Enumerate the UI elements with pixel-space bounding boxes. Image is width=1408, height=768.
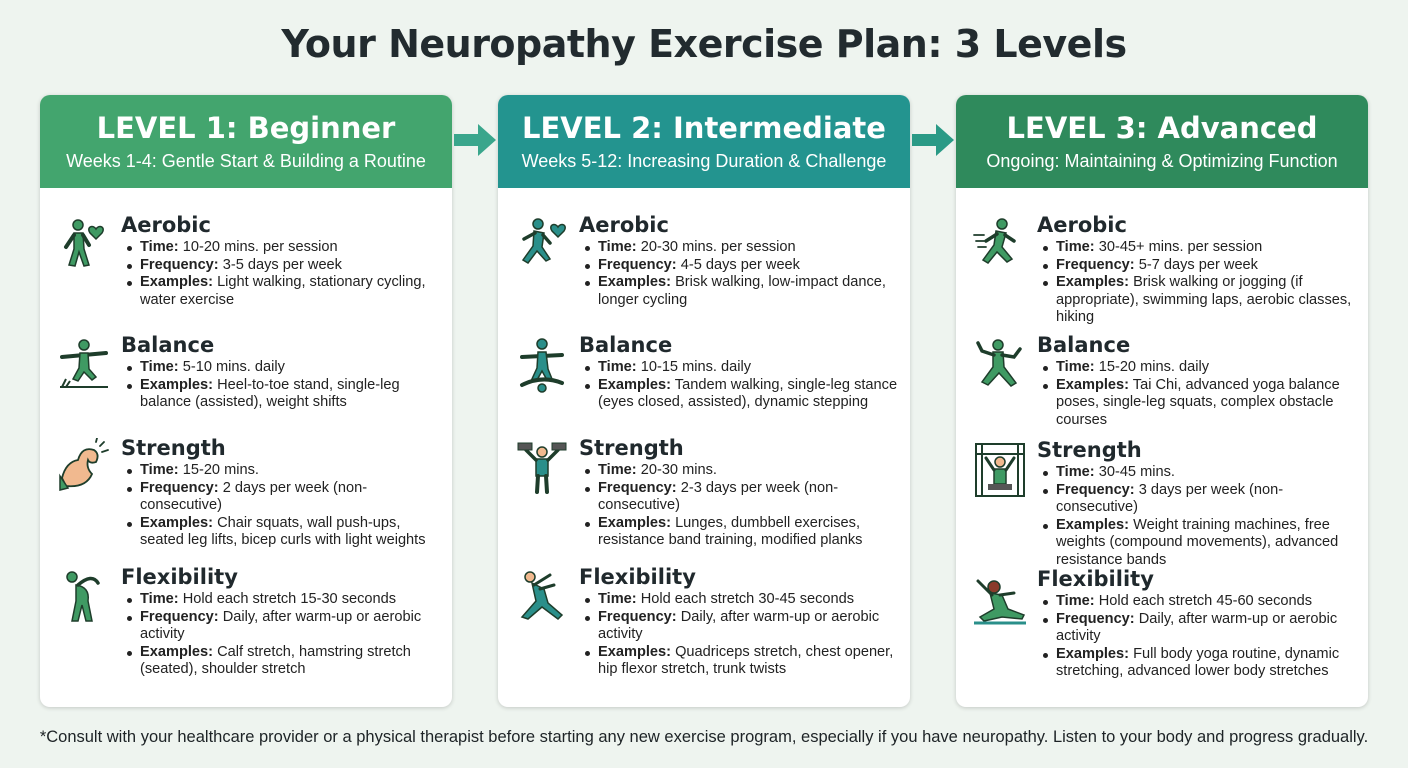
section-title: Strength: [579, 436, 684, 460]
section-title: Strength: [1037, 438, 1142, 462]
level-1-card: [40, 95, 452, 707]
section-title: Balance: [121, 333, 215, 357]
level-2-subtitle: Weeks 5-12: Increasing Duration & Challenge: [521, 151, 887, 171]
level-1-subtitle: Weeks 1-4: Gentle Start & Building a Routine: [66, 151, 426, 171]
list-item: Time: Hold each stretch 45-60 seconds: [1040, 593, 1360, 611]
list-item: Time: 10-20 mins. per session: [124, 239, 444, 257]
level-3-subtitle: Ongoing: Maintaining & Optimizing Function: [986, 151, 1338, 171]
arrow-right-icon: [910, 120, 956, 160]
running-person-heart-icon: [514, 215, 570, 275]
list-item: Examples: Lunges, dumbbell exercises, resistance band training, modified planks: [582, 515, 902, 550]
list-item: Time: 10-15 mins. daily: [582, 359, 902, 377]
tai-chi-icon: [972, 335, 1028, 395]
section-list: [1040, 593, 1360, 681]
list-item: Examples: Tai Chi, advanced yoga balance poses, single-leg squats, complex obstacle courses: [1040, 377, 1360, 430]
list-item: Frequency: Daily, after warm-up or aerobic activity: [582, 609, 902, 644]
section-list: [582, 591, 902, 679]
level-3-title: LEVEL 3: Advanced: [1006, 111, 1318, 145]
list-item: Time: Hold each stretch 15-30 seconds: [124, 591, 444, 609]
yoga-pose-icon: [972, 569, 1028, 629]
section-title: Balance: [1037, 333, 1131, 357]
list-item: Frequency: 3-5 days per week: [124, 257, 444, 275]
footnote: *Consult with your healthcare provider or a physical therapist before starting any new exercise program, especially if you have neuropathy. Listen to your body and progress gradually.: [39, 728, 1369, 746]
list-item: Time: 20-30 mins. per session: [582, 239, 902, 257]
section-list: [1040, 464, 1360, 570]
list-item: Examples: Heel-to-toe stand, single-leg balance (assisted), weight shifts: [124, 377, 444, 412]
section-list: [582, 239, 902, 309]
section-title: Aerobic: [579, 213, 669, 237]
list-item: Time: Hold each stretch 30-45 seconds: [582, 591, 902, 609]
section-list: [124, 591, 444, 679]
section-list: [1040, 359, 1360, 429]
flexed-arm-icon: [56, 438, 112, 498]
level-1-title: LEVEL 1: Beginner: [96, 111, 396, 145]
list-item: Examples: Tandem walking, single-leg stance (eyes closed, assisted), dynamic stepping: [582, 377, 902, 412]
level-3-header: [956, 95, 1368, 188]
list-item: Frequency: Daily, after warm-up or aerobic activity: [1040, 611, 1360, 646]
list-item: Time: 20-30 mins.: [582, 462, 902, 480]
section-list: [124, 239, 444, 309]
list-item: Examples: Calf stretch, hamstring stretch (seated), shoulder stretch: [124, 644, 444, 679]
level-2-card: [498, 95, 910, 707]
list-item: Time: 5-10 mins. daily: [124, 359, 444, 377]
list-item: Examples: Light walking, stationary cycling, water exercise: [124, 274, 444, 309]
level-2-header: [498, 95, 910, 188]
balance-board-icon: [514, 335, 570, 395]
list-item: Examples: Full body yoga routine, dynamic stretching, advanced lower body stretches: [1040, 646, 1360, 681]
dumbbell-lift-icon: [514, 438, 570, 498]
list-item: Examples: Brisk walking or jogging (if appropriate), swimming laps, aerobic classes, hiking: [1040, 274, 1360, 327]
weight-machine-icon: [972, 440, 1028, 500]
list-item: Examples: Brisk walking, low-impact dance, longer cycling: [582, 274, 902, 309]
list-item: Time: 15-20 mins. daily: [1040, 359, 1360, 377]
page-title: Your Neuropathy Exercise Plan: 3 Levels: [281, 22, 1127, 66]
level-3-card: [956, 95, 1368, 707]
section-list: [582, 359, 902, 412]
list-item: Examples: Chair squats, wall push-ups, seated leg lifts, bicep curls with light weights: [124, 515, 444, 550]
section-list: [582, 462, 902, 550]
side-stretch-icon: [56, 567, 112, 627]
list-item: Examples: Quadriceps stretch, chest opener, hip flexor stretch, trunk twists: [582, 644, 902, 679]
list-item: Frequency: 4-5 days per week: [582, 257, 902, 275]
sprinting-person-icon: [972, 215, 1028, 275]
section-list: [1040, 239, 1360, 327]
section-title: Aerobic: [121, 213, 211, 237]
section-list: [124, 359, 444, 412]
section-list: [124, 462, 444, 550]
section-title: Balance: [579, 333, 673, 357]
level-1-header: [40, 95, 452, 188]
section-title: Strength: [121, 436, 226, 460]
balance-beam-icon: [56, 335, 112, 395]
list-item: Frequency: Daily, after warm-up or aerobic activity: [124, 609, 444, 644]
level-2-title: LEVEL 2: Intermediate: [522, 111, 886, 145]
lunge-stretch-icon: [514, 567, 570, 627]
list-item: Frequency: 3 days per week (non-consecutive): [1040, 482, 1360, 517]
list-item: Time: 30-45+ mins. per session: [1040, 239, 1360, 257]
section-title: Aerobic: [1037, 213, 1127, 237]
section-title: Flexibility: [1037, 567, 1154, 591]
list-item: Time: 30-45 mins.: [1040, 464, 1360, 482]
list-item: Time: 15-20 mins.: [124, 462, 444, 480]
list-item: Frequency: 2 days per week (non-consecutive): [124, 480, 444, 515]
list-item: Examples: Weight training machines, free weights (compound movements), advanced resistance bands: [1040, 517, 1360, 570]
section-title: Flexibility: [579, 565, 696, 589]
section-title: Flexibility: [121, 565, 238, 589]
walking-person-heart-icon: [56, 215, 112, 275]
list-item: Frequency: 2-3 days per week (non-consecutive): [582, 480, 902, 515]
list-item: Frequency: 5-7 days per week: [1040, 257, 1360, 275]
arrow-right-icon: [452, 120, 498, 160]
